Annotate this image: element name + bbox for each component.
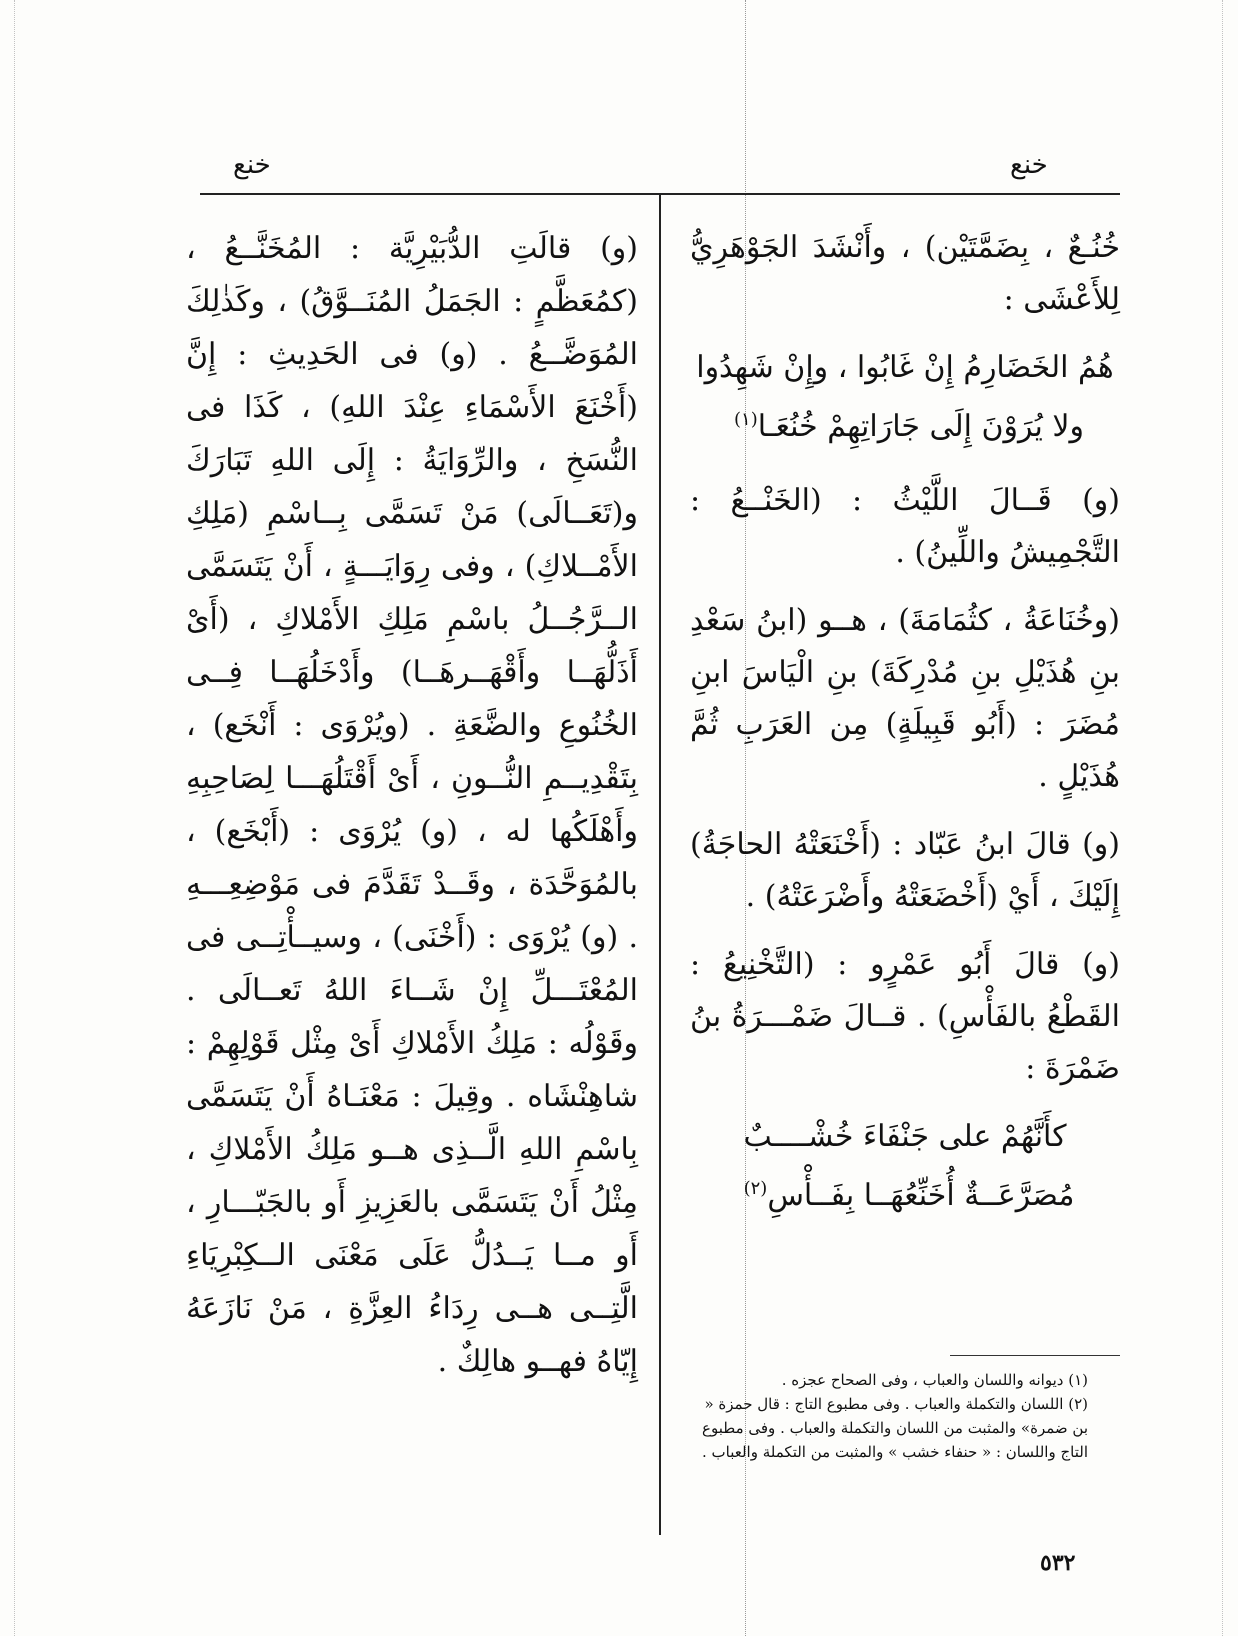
running-header-left: خنع	[233, 150, 271, 180]
right-para-1: خُنُـعٌ ، بِضَمَّتَيْن) ، وأَنْشَدَ الجَوْهَرِيُّ لِلأَعْشَى :	[690, 230, 1120, 317]
footnote-marker-2: (٢)	[743, 1178, 768, 1199]
verse-2-line-1: كأَنَّهُمْ على جَنْفَاءَ خُشْــــبٌ	[743, 1119, 1067, 1154]
column-divider	[659, 195, 661, 1535]
scan-edge-right	[1222, 0, 1223, 1636]
verse-1-line-1: هُمُ الخَضَارِمُ إِنْ غَابُوا ، وإِنْ شَهِدُوا	[696, 350, 1114, 385]
verse-2-line-2	[690, 1163, 1120, 1222]
verse-1-line-2	[690, 394, 1120, 453]
verse-2	[690, 1111, 1120, 1222]
right-para-5: (و) قالَ أَبُو عَمْرٍو : (التَّخْنِيعُ : القَطْعُ بالفَأْسِ) . قــالَ ضَمْـــرَةُ بنُ ضَمْرَةَ :	[690, 947, 1120, 1086]
verse-2-line-2-text: مُصَرَّعَــةٌ أُخَنِّعُهَــا بِفَــأْسِ	[767, 1178, 1075, 1213]
right-para-4: (و) قالَ ابنُ عَبّاد : (أَخْنَعَتْهُ الحاجَةُ) إِلَيْكَ ، أَيْ (أَخْضَعَتْهُ وأَضْرَعَتْهُ) .	[690, 827, 1120, 914]
page-number: ٥٣٢	[1040, 1550, 1076, 1576]
left-para-1: (و) قالَتِ الدُّبَيْرِيَّة : المُخَنَّــعُ ، (كمُعَظَّمٍ : الجَمَلُ المُنَــوَّقُ) ، وكَذٰلِكَ المُوَضَّــعُ . (و) فى الحَدِيثِ : إِنَّ (أَخْنَعَ الأَسْمَاءِ عِنْدَ اللهِ) ، كَذَا فى النُّسَخِ ، والرِّوَايَةُ : إِلَى اللهِ تَبَارَكَ و(تَعَــالَى) مَنْ تَسَمَّى بِــاسْمِ (مَلِكِ الأَمْــلاكِ) ، وفى رِوَايَـــةٍ ، أَنْ يَتَسَمَّى الــرَّجُــلُ باسْمِ مَلِكِ الأَمْلاكِ ، (أَىْ أَذَلُّهَــا وأَقْهَــرهَــا) وأَدْخَلُهَــا فِــى الخُنُوعِ والضَّعَةِ . (ويُرْوَى : أَنْخَع) ، بِتَقْدِيــمِ النُّــونِ ، أَىْ أَقْتَلُهَـــا لِصَاحِبِهِ وأَهْلَكُها له ، (و) يُرْوَى : (أَبْخَع) ، بالمُوَحَّدَة ، وقَــدْ تَقَدَّمَ فى مَوْضِعِـــهِ . (و) يُرْوَى : (أَخْنَى) ، وسيــأْتِــى فى المُعْتَـــلِّ إِنْ شَــاءَ اللهُ تَعــالَى . وقَوْلُه : مَلِكُ الأَمْلاكِ أَىْ مِثْل قَوْلِهِمْ : شاهِنْشَاه . وقِيلَ : مَعْنَـاهُ أَنْ يَتَسَمَّى بِاسْمِ اللهِ الَّــذِى هــو مَلِكُ الأَمْلاكِ ، مِثْلُ أَنْ يَتَسَمَّى بالعَزِيزِ أَو بالجَبّـــارِ ، أَو مــا يَــدُلُّ عَلَى مَعْنَى الــكِبْرِيَاءِ الَّتِــى هــى رِدَاءُ العِزَّةِ ، مَنْ نَازَعَهُ إِيّاهُ فهــو هالِكٌ .	[186, 231, 638, 1379]
left-column	[186, 222, 638, 1388]
right-para-2: (و) قَــالَ اللَّيْثُ : (الخَنْــعُ : التَّجْمِيشُ واللِّينُ) .	[690, 483, 1120, 570]
scan-edge-left	[14, 0, 15, 1636]
right-para-3: (وخُنَاعَةُ ، كثُمَامَةَ) ، هــو (ابنُ سَعْدِ بنِ هُذَيْلِ بنِ مُدْرِكَةَ) بنِ الْيَاسَ ابنِ مُضَرَ : (أَبُو قَبِيلَةٍ) مِن العَرَبِ ثُمَّ هُذَيْلٍ .	[690, 603, 1120, 794]
verse-1	[690, 342, 1120, 453]
footnote-1: (١) ديوانه واللسان والعباب ، وفى الصحاح عجزه .	[781, 1371, 1088, 1389]
footnote-marker-1: (١)	[733, 409, 758, 430]
running-header-right: خنع	[1010, 150, 1048, 180]
footnotes	[688, 1368, 1088, 1464]
verse-1-line-2-text: ولا يُرَوْنَ إِلَى جَارَاتِهِمْ خُنُعَـا	[757, 409, 1085, 444]
footnote-rule	[950, 1355, 1120, 1356]
right-column	[690, 222, 1120, 1244]
footnote-2: (٢) اللسان والتكملة والعباب . وفى مطبوع التاج : قال حمزة « بن ضمرة» والمثبت من اللسان والتكملة والعباب . وفى مطبوع التاج واللسان : « حنفاء خشب » والمثبت من التكملة والعباب .	[701, 1395, 1088, 1461]
